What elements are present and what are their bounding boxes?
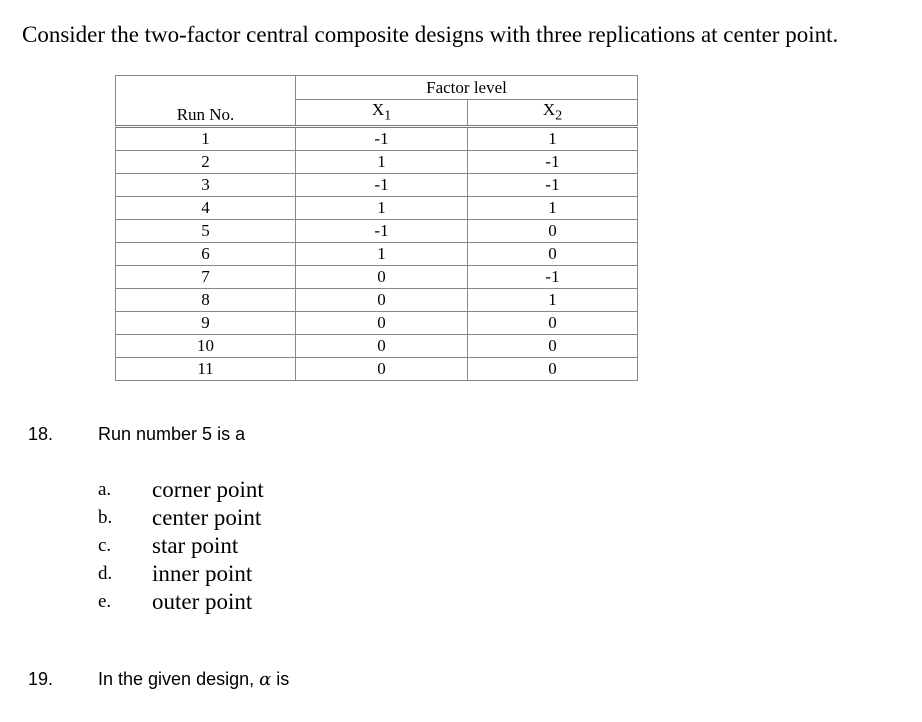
table-subheader-row	[116, 100, 638, 127]
table-header-row	[116, 76, 638, 100]
design-table	[115, 75, 638, 381]
x1-header-subscript: 1	[384, 107, 392, 124]
table-row	[116, 266, 638, 289]
question-18-text: Run number 5 is a	[98, 424, 246, 444]
x2-header-label: X	[542, 100, 556, 119]
x1-cell: -1	[296, 220, 468, 243]
x2-cell: 1	[468, 289, 638, 312]
option-letter: a.	[98, 479, 112, 500]
table-row	[116, 335, 638, 358]
run-cell: 3	[116, 174, 296, 197]
x2-cell: 0	[468, 312, 638, 335]
header-blank-cell	[116, 76, 296, 100]
question-18-options	[98, 476, 264, 616]
x2-header	[468, 100, 638, 127]
option-letter: d.	[98, 563, 113, 584]
x2-cell: 0	[468, 243, 638, 266]
x1-cell: 0	[296, 266, 468, 289]
option-text: corner point	[152, 477, 264, 502]
run-no-header: Run No.	[116, 100, 296, 127]
option-item	[98, 476, 264, 504]
x1-header-label: X	[371, 100, 385, 119]
option-text: star point	[152, 533, 239, 558]
option-item	[98, 560, 264, 588]
option-item	[98, 504, 264, 532]
x2-cell: -1	[468, 151, 638, 174]
table-row	[116, 151, 638, 174]
question-19-number: 19.	[28, 669, 54, 689]
x1-cell: 0	[296, 358, 468, 381]
x1-header	[296, 100, 468, 127]
table-row	[116, 312, 638, 335]
option-text: outer point	[152, 589, 253, 614]
x1-cell: 1	[296, 151, 468, 174]
x1-cell: -1	[296, 174, 468, 197]
x1-cell: 0	[296, 312, 468, 335]
option-letter: b.	[98, 507, 113, 528]
option-text: center point	[152, 505, 262, 530]
run-cell: 4	[116, 197, 296, 220]
run-cell: 5	[116, 220, 296, 243]
x2-cell: -1	[468, 266, 638, 289]
factor-level-header: Factor level	[296, 76, 638, 100]
question-19-text-before: In the given design,	[98, 669, 260, 689]
x2-cell: 0	[468, 335, 638, 358]
x1-cell: 1	[296, 197, 468, 220]
x2-header-subscript: 2	[555, 107, 563, 124]
run-cell: 2	[116, 151, 296, 174]
run-cell: 6	[116, 243, 296, 266]
table-row	[116, 220, 638, 243]
question-18-number: 18.	[28, 424, 54, 444]
option-letter: e.	[98, 591, 112, 612]
run-cell: 1	[116, 127, 296, 151]
option-item	[98, 588, 264, 616]
question-19-text	[98, 669, 289, 690]
option-text: inner point	[152, 561, 253, 586]
x1-cell: -1	[296, 127, 468, 151]
x2-cell: 1	[468, 197, 638, 220]
x2-cell: 1	[468, 127, 638, 151]
table-row	[116, 127, 638, 151]
table-row	[116, 174, 638, 197]
run-cell: 11	[116, 358, 296, 381]
x1-cell: 1	[296, 243, 468, 266]
run-cell: 8	[116, 289, 296, 312]
question-19-text-after: is	[271, 669, 290, 689]
x2-cell: 0	[468, 358, 638, 381]
x2-cell: -1	[468, 174, 638, 197]
question-intro: Consider the two-factor central composite designs with three replications at center point.	[22, 22, 839, 47]
x1-cell: 0	[296, 289, 468, 312]
x2-cell: 0	[468, 220, 638, 243]
table-row	[116, 197, 638, 220]
table-row	[116, 289, 638, 312]
option-letter: c.	[98, 535, 112, 556]
x1-cell: 0	[296, 335, 468, 358]
run-cell: 10	[116, 335, 296, 358]
alpha-symbol: α	[259, 669, 272, 690]
option-item	[98, 532, 264, 560]
run-cell: 9	[116, 312, 296, 335]
table-row	[116, 243, 638, 266]
table-row	[116, 358, 638, 381]
run-cell: 7	[116, 266, 296, 289]
